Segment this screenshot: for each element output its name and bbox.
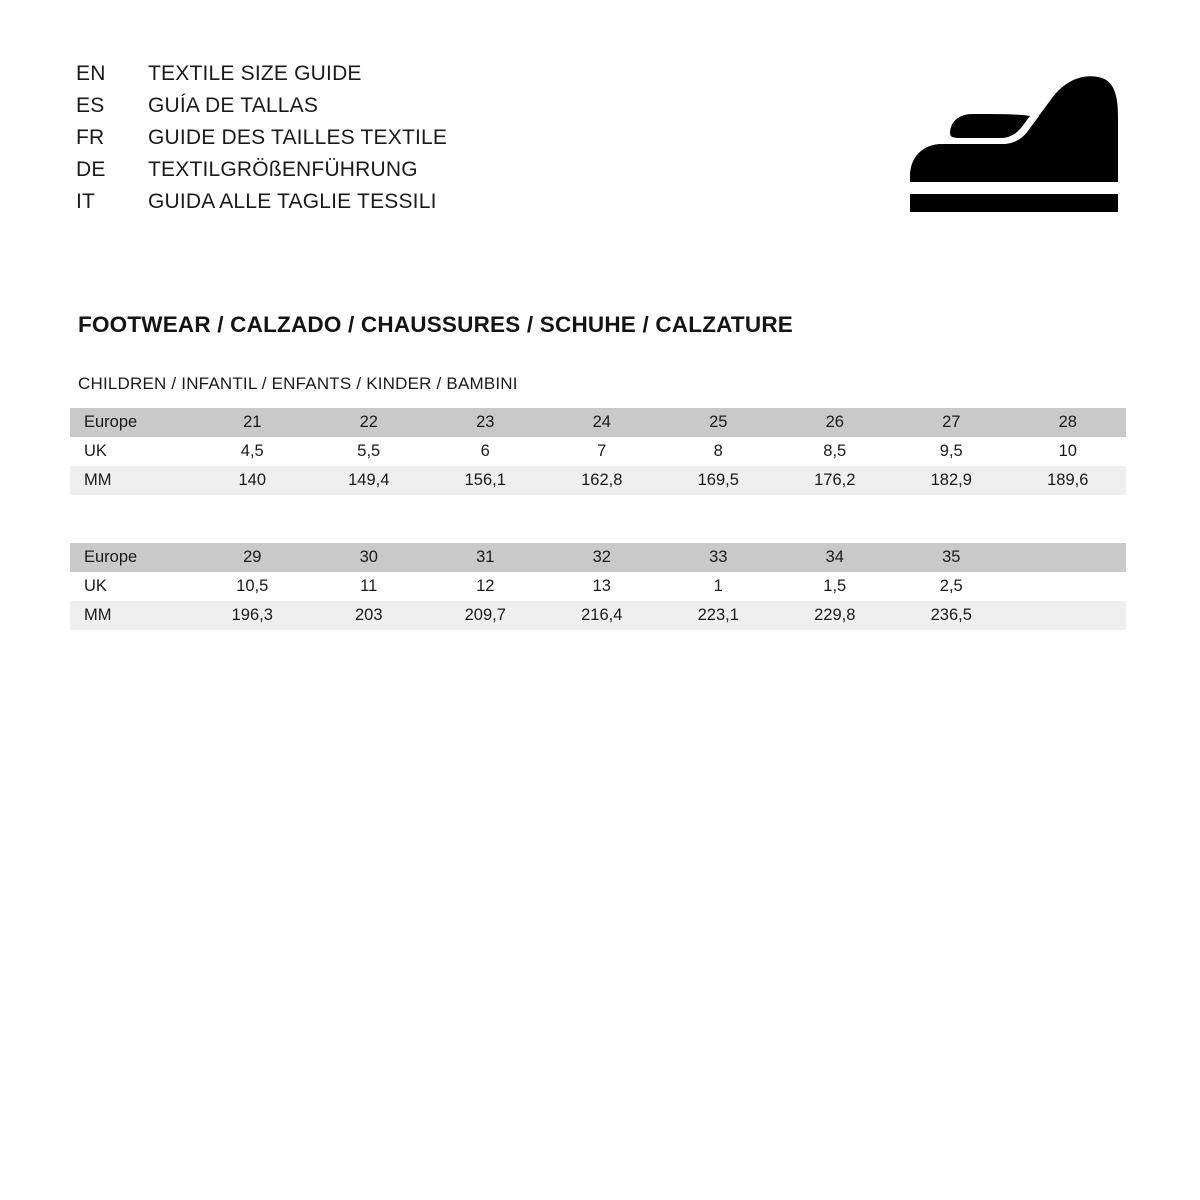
language-row	[76, 158, 447, 190]
language-title: GUIDA ALLE TAGLIE TESSILI	[148, 190, 437, 213]
cell: 7	[544, 437, 661, 466]
cell	[1010, 601, 1127, 630]
cell: 28	[1010, 408, 1127, 437]
cell: 196,3	[194, 601, 311, 630]
cell: 30	[311, 543, 428, 572]
language-code: DE	[76, 158, 106, 181]
cell: 32	[544, 543, 661, 572]
cell: 33	[660, 543, 777, 572]
cell: 29	[194, 543, 311, 572]
cell	[1010, 572, 1127, 601]
cell: 169,5	[660, 466, 777, 495]
language-code: ES	[76, 94, 105, 117]
section-subtitle: CHILDREN / INFANTIL / ENFANTS / KINDER / BAMBINI	[78, 374, 518, 393]
cell: 13	[544, 572, 661, 601]
row-label: MM	[70, 601, 194, 630]
row-label: UK	[70, 572, 194, 601]
section-title: FOOTWEAR / CALZADO / CHAUSSURES / SCHUHE / CALZATURE	[78, 312, 793, 337]
cell: 162,8	[544, 466, 661, 495]
row-label: MM	[70, 466, 194, 495]
cell: 24	[544, 408, 661, 437]
cell: 189,6	[1010, 466, 1127, 495]
cell: 9,5	[893, 437, 1010, 466]
table-row	[70, 572, 1126, 601]
cell: 8	[660, 437, 777, 466]
cell: 8,5	[777, 437, 894, 466]
cell: 10,5	[194, 572, 311, 601]
size-table-children-2	[70, 543, 1126, 630]
cell: 21	[194, 408, 311, 437]
cell: 203	[311, 601, 428, 630]
table-row	[70, 437, 1126, 466]
cell: 209,7	[427, 601, 544, 630]
row-label: UK	[70, 437, 194, 466]
language-title: TEXTILE SIZE GUIDE	[148, 62, 362, 85]
cell	[1010, 543, 1127, 572]
cell: 26	[777, 408, 894, 437]
cell: 31	[427, 543, 544, 572]
cell: 223,1	[660, 601, 777, 630]
size-table-children-1	[70, 408, 1126, 495]
cell: 216,4	[544, 601, 661, 630]
cell: 182,9	[893, 466, 1010, 495]
row-label: Europe	[70, 408, 194, 437]
language-code: EN	[76, 62, 106, 85]
language-row	[76, 94, 447, 126]
cell: 229,8	[777, 601, 894, 630]
table-row	[70, 601, 1126, 630]
cell: 27	[893, 408, 1010, 437]
table-row	[70, 408, 1126, 437]
cell: 35	[893, 543, 1010, 572]
cell: 5,5	[311, 437, 428, 466]
cell: 25	[660, 408, 777, 437]
header	[76, 62, 1130, 222]
table-row	[70, 543, 1126, 572]
cell: 1	[660, 572, 777, 601]
cell: 6	[427, 437, 544, 466]
language-list	[76, 62, 447, 222]
cell: 156,1	[427, 466, 544, 495]
shoe-icon	[906, 72, 1122, 222]
language-row	[76, 126, 447, 158]
language-row	[76, 190, 447, 222]
cell: 176,2	[777, 466, 894, 495]
language-code: IT	[76, 190, 96, 213]
cell: 236,5	[893, 601, 1010, 630]
language-code: FR	[76, 126, 105, 149]
row-label: Europe	[70, 543, 194, 572]
cell: 1,5	[777, 572, 894, 601]
cell: 11	[311, 572, 428, 601]
cell: 149,4	[311, 466, 428, 495]
cell: 22	[311, 408, 428, 437]
language-title: GUÍA DE TALLAS	[148, 94, 319, 117]
table-row	[70, 466, 1126, 495]
cell: 34	[777, 543, 894, 572]
cell: 4,5	[194, 437, 311, 466]
language-title: GUIDE DES TAILLES TEXTILE	[148, 126, 448, 149]
language-title: TEXTILGRÖßENFÜHRUNG	[148, 158, 418, 181]
cell: 10	[1010, 437, 1127, 466]
cell: 140	[194, 466, 311, 495]
language-row	[76, 62, 447, 94]
cell: 23	[427, 408, 544, 437]
cell: 2,5	[893, 572, 1010, 601]
cell: 12	[427, 572, 544, 601]
